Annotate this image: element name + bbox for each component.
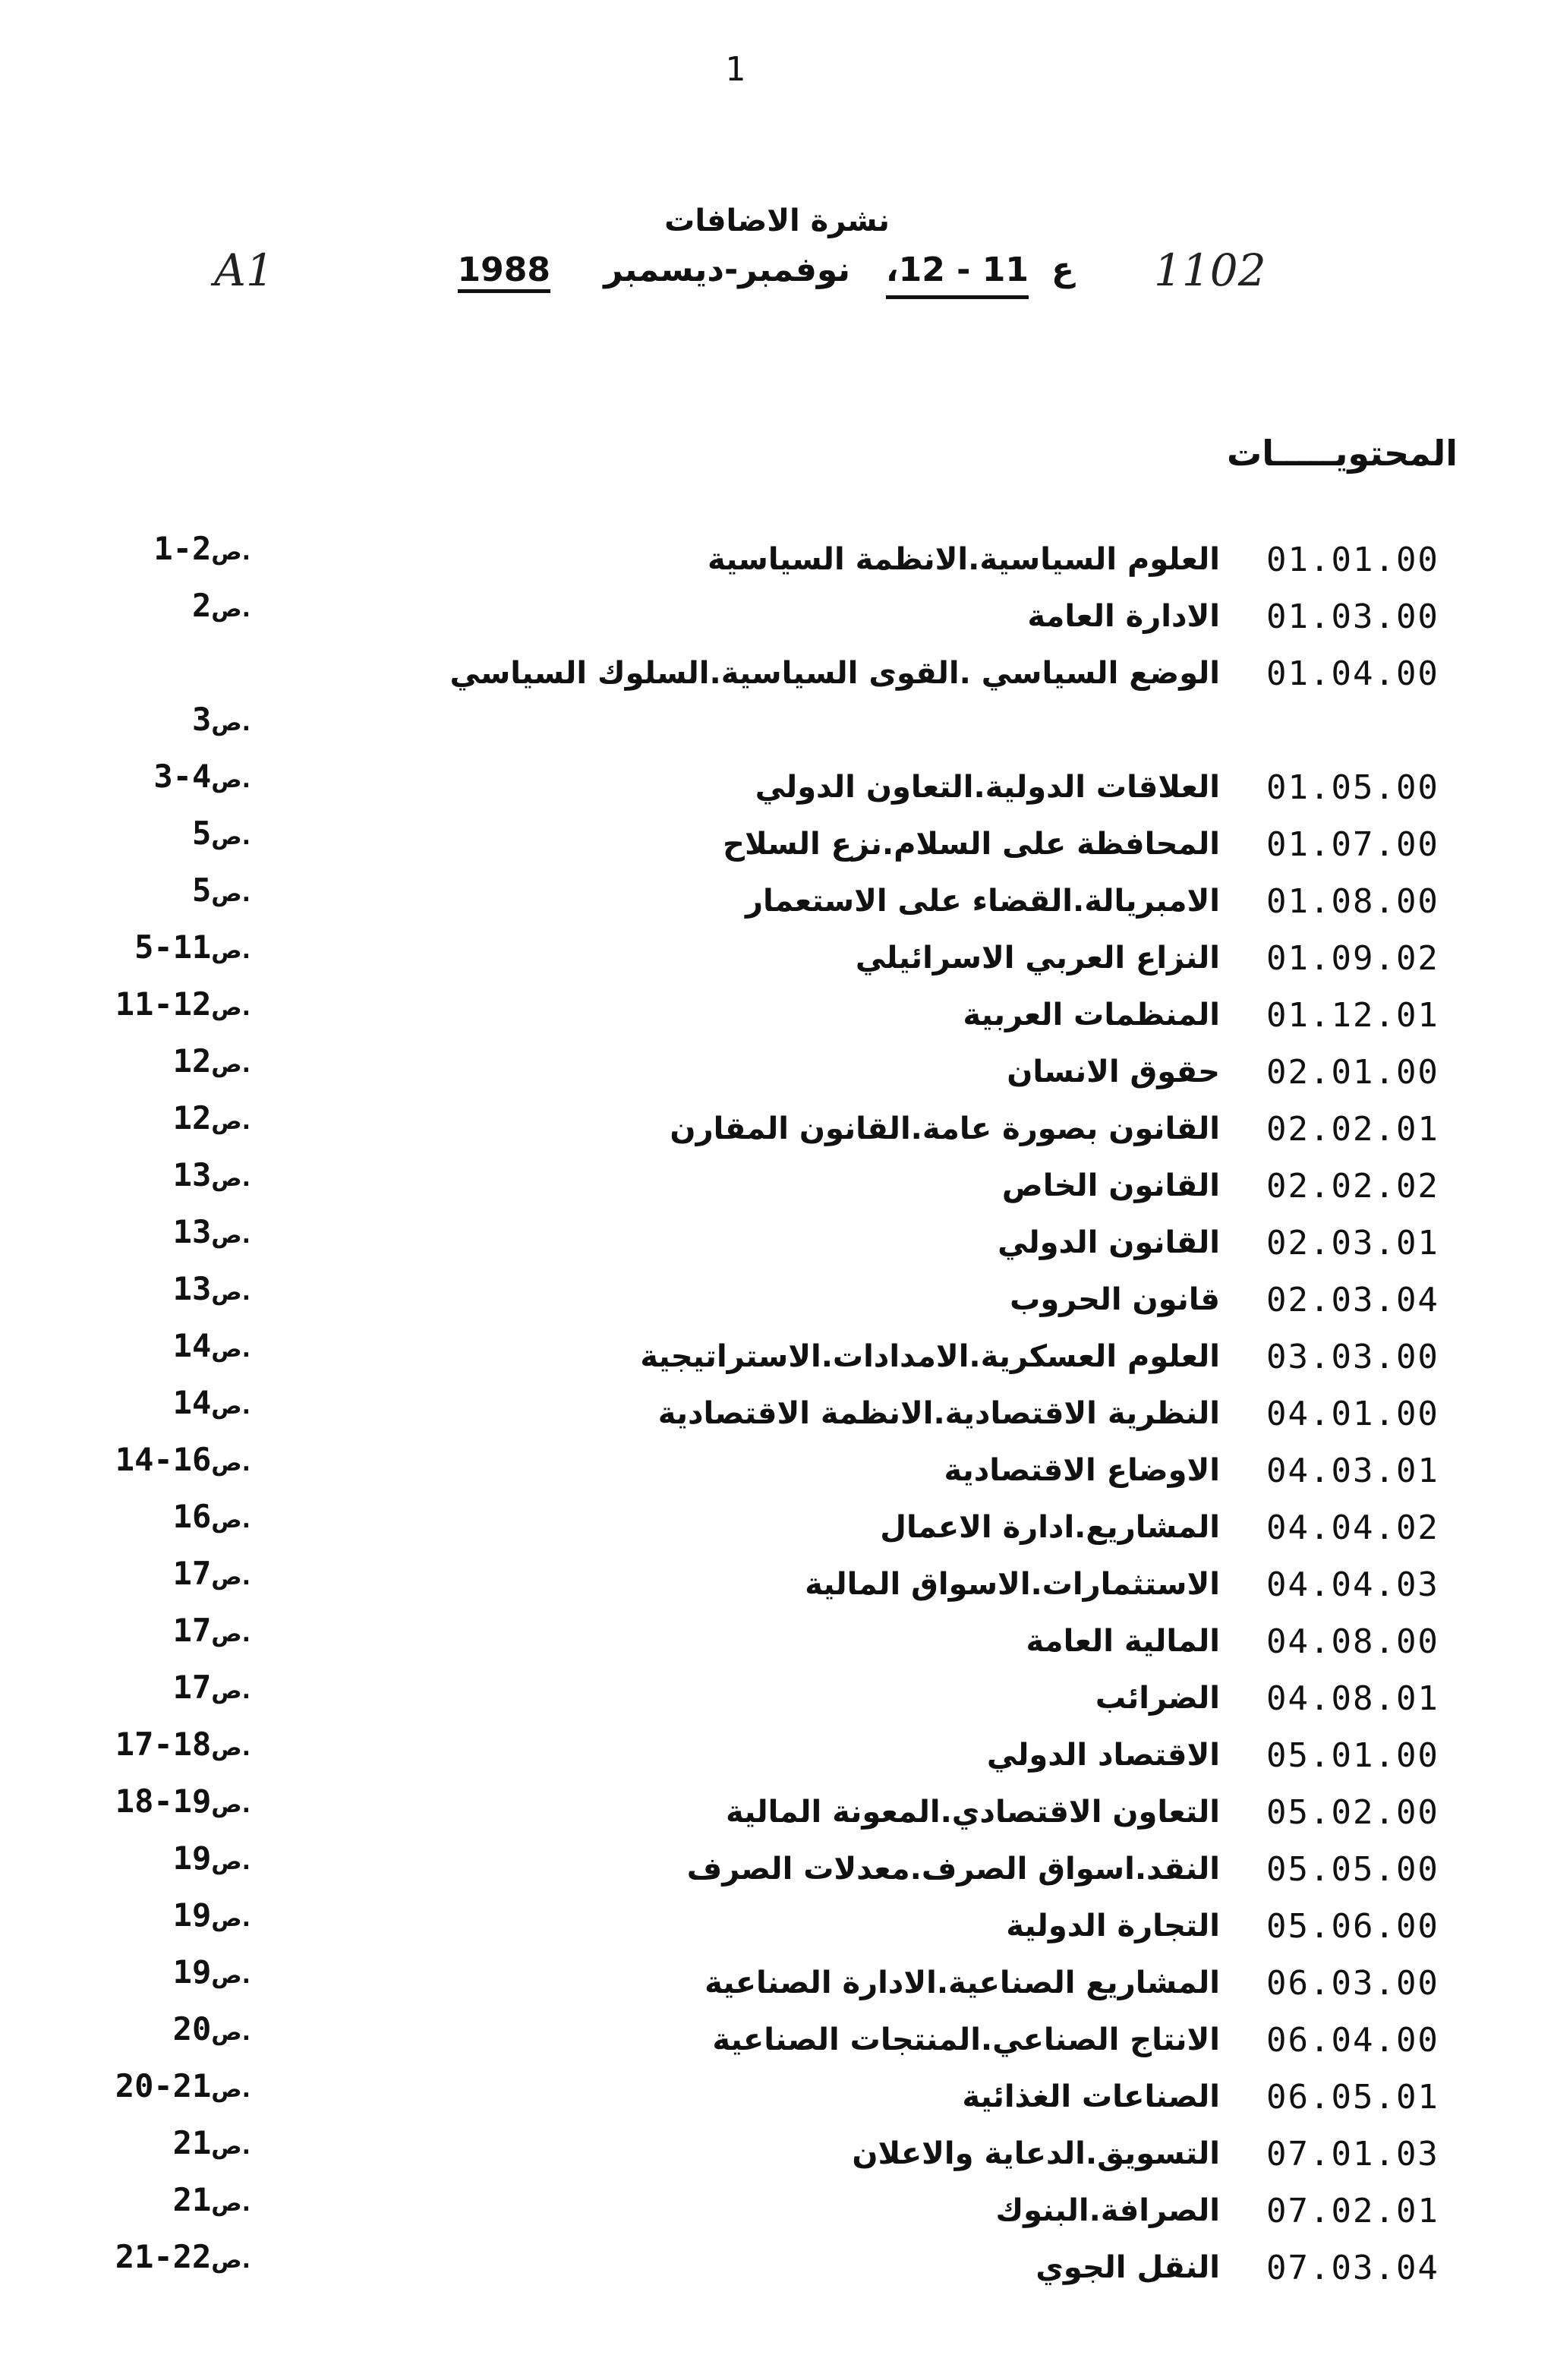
toc-entry-title: القانون بصورة عامة.القانون المقارن [670, 1111, 1220, 1146]
toc-entry-code: 02.02.02 [1266, 1167, 1439, 1206]
toc-entry-page-number: 5 [191, 815, 212, 852]
toc-entry-pages [61, 1213, 251, 1250]
toc-entry-title: الضرائب [1095, 1681, 1220, 1716]
toc-entry-title: قانون الحروب [1010, 1282, 1220, 1317]
toc-entry-page-number: 5 [191, 872, 212, 909]
toc-entry-title: النزاع العربي الاسرائيلي [855, 941, 1220, 976]
toc-entry-code: 05.02.00 [1266, 1793, 1439, 1832]
toc-entry-pages [61, 928, 251, 966]
toc-entry-page-number: 17 [172, 1669, 212, 1706]
toc-entry-page-number: 17-18 [115, 1726, 212, 1763]
toc-entry-page-number: 20 [172, 2010, 212, 2047]
toc-entry-page-number: 5-11 [134, 928, 212, 966]
toc-entry-code: 01.12.01 [1266, 996, 1439, 1035]
toc-entry-page-number: 11-12 [115, 985, 212, 1023]
toc-entry-code: 02.03.04 [1266, 1281, 1439, 1319]
toc-entry-page-number: 14-16 [115, 1441, 212, 1478]
toc-entry-title: الصرافة.البنوك [995, 2193, 1220, 2228]
toc-entry-page-number: 13 [172, 1270, 212, 1307]
page-prefix: ص. [211, 1222, 251, 1249]
toc-entry-title: حقوق الانسان [1007, 1054, 1220, 1089]
toc-entry-title: العلوم العسكرية.الامدادات.الاستراتيجية [640, 1339, 1220, 1374]
toc-entry-pages [61, 1327, 251, 1364]
toc-entry-code: 07.03.04 [1266, 2249, 1439, 2287]
toc-entry-code: 02.01.00 [1266, 1053, 1439, 1092]
toc-entry-code: 01.07.00 [1266, 825, 1439, 864]
toc-entry-code: 01.05.00 [1266, 768, 1439, 807]
toc-entry-pages [61, 530, 251, 567]
page-prefix: ص. [211, 596, 251, 623]
toc-entry-pages [61, 758, 251, 795]
issue-period: نوفمبر-ديسمبر [604, 251, 850, 289]
toc-entry-title: التسويق.الدعاية والاعلان [852, 2136, 1220, 2171]
toc-entry-pages [61, 587, 251, 624]
toc-entry-title: التجارة الدولية [1006, 1909, 1220, 1943]
page-prefix: ص. [211, 539, 251, 566]
toc-entry-page-number: 18-19 [115, 1783, 212, 1820]
toc-entry-title: المشاريع.ادارة الاعمال [880, 1510, 1220, 1545]
toc-entry-title: الاقتصاد الدولي [986, 1738, 1220, 1773]
toc-entry-pages [61, 1156, 251, 1193]
toc-entry-page-number: 13 [172, 1156, 212, 1193]
toc-entry-page-number: 21 [172, 2181, 212, 2218]
page-prefix: ص. [211, 710, 251, 736]
toc-entry [0, 2238, 1554, 2306]
page-prefix: ص. [211, 1051, 251, 1078]
toc-entry-pages [61, 2124, 251, 2161]
toc-entry-page-number: 16 [172, 1498, 212, 1535]
toc-entry-title: الاستثمارات.الاسواق المالية [805, 1567, 1220, 1602]
toc-entry-pages [61, 1953, 251, 1991]
toc-entry-pages [61, 1042, 251, 1080]
page-prefix: ص. [211, 1165, 251, 1192]
toc-entry-pages [61, 701, 251, 738]
toc-entry-code: 01.08.00 [1266, 882, 1439, 921]
issue-numbers: 11 - 12، [886, 251, 1029, 299]
toc-entry-title: النظرية الاقتصادية.الانظمة الاقتصادية [657, 1396, 1220, 1431]
issue-label: ع [1051, 251, 1074, 289]
issue-year: 1988 [458, 251, 550, 293]
toc-entry-code: 07.02.01 [1266, 2192, 1439, 2230]
toc-entry-title: الامبريالة.القضاء على الاستعمار [745, 884, 1220, 919]
toc-entry-code: 04.08.00 [1266, 1622, 1439, 1661]
bulletin-title: نشرة الاضافات [664, 203, 890, 238]
toc-entry-title: الاوضاع الاقتصادية [944, 1453, 1220, 1488]
toc-entry-pages [61, 1669, 251, 1706]
toc-entry-pages [61, 815, 251, 852]
toc-entry-code: 06.04.00 [1266, 2021, 1439, 2060]
toc-entry-title: العلوم السياسية.الانظمة السياسية [707, 542, 1220, 577]
toc-entry-pages [61, 1839, 251, 1877]
toc-entry-pages [61, 1270, 251, 1307]
handwritten-note-left: A1 [214, 244, 274, 296]
toc-entry-pages [61, 2067, 251, 2104]
page-prefix: ص. [211, 938, 251, 964]
toc-entry-page-number: 3-4 [153, 758, 212, 795]
toc-entry-code: 04.04.02 [1266, 1508, 1439, 1547]
toc-entry-page-number: 17 [172, 1555, 212, 1592]
toc-entry-code: 07.01.03 [1266, 2135, 1439, 2174]
handwritten-note-right: 1102 [1154, 244, 1266, 296]
page-prefix: ص. [211, 1393, 251, 1420]
toc-entry-code: 04.08.01 [1266, 1679, 1439, 1718]
toc-entry-pages [61, 1612, 251, 1649]
toc-entry-code: 01.09.02 [1266, 939, 1439, 978]
toc-entry-page-number: 1-2 [153, 530, 212, 567]
toc-entry-code: 06.03.00 [1266, 1964, 1439, 2003]
toc-entry-pages [61, 1498, 251, 1535]
toc-entry-pages [61, 2181, 251, 2218]
toc-entry-page-number: 21-22 [115, 2238, 212, 2275]
page-prefix: ص. [211, 1279, 251, 1306]
toc-entry-code: 04.04.03 [1266, 1565, 1439, 1604]
toc-entry-title: النقل الجوي [1035, 2250, 1220, 2285]
table-of-contents [0, 530, 1554, 2306]
toc-entry-page-number: 14 [172, 1384, 212, 1421]
toc-entry-pages [61, 1555, 251, 1592]
toc-entry-title: المشاريع الصناعية.الادارة الصناعية [705, 1965, 1220, 2000]
page-prefix: ص. [211, 1678, 251, 1704]
toc-entry-code: 04.03.01 [1266, 1452, 1439, 1490]
page-prefix: ص. [211, 2190, 251, 2217]
page-prefix: ص. [211, 824, 251, 850]
toc-entry-code: 06.05.01 [1266, 2078, 1439, 2117]
toc-entry-page-number: 2 [191, 587, 212, 624]
toc-entry-page-number: 19 [172, 1839, 212, 1877]
toc-heading: المحتويـــــات [1226, 433, 1458, 474]
toc-entry-pages [61, 1783, 251, 1820]
toc-entry-pages [61, 1441, 251, 1478]
page-prefix: ص. [211, 1450, 251, 1477]
toc-entry-pages [61, 2010, 251, 2047]
toc-entry-title: القانون الخاص [1001, 1168, 1220, 1203]
toc-entry-title: المحافظة على السلام.نزع السلاح [723, 827, 1220, 862]
toc-entry-pages [61, 985, 251, 1023]
toc-entry-pages [61, 1099, 251, 1136]
page-prefix: ص. [211, 767, 251, 793]
toc-entry-title: العلاقات الدولية.التعاون الدولي [755, 770, 1220, 805]
page-prefix: ص. [211, 881, 251, 907]
page-prefix: ص. [211, 1849, 251, 1875]
toc-entry-pages [61, 1726, 251, 1763]
toc-entry-code: 01.01.00 [1266, 541, 1439, 579]
toc-entry-page-number: 19 [172, 1896, 212, 1934]
toc-entry-code: 01.04.00 [1266, 654, 1439, 693]
toc-entry-code: 01.03.00 [1266, 597, 1439, 636]
toc-entry-page-number: 19 [172, 1953, 212, 1991]
page-prefix: ص. [211, 2247, 251, 2274]
page-prefix: ص. [211, 1336, 251, 1363]
toc-entry-pages [61, 872, 251, 909]
page-prefix: ص. [211, 1108, 251, 1135]
toc-entry [0, 654, 1554, 768]
toc-entry-pages [61, 2238, 251, 2275]
toc-entry-title: التعاون الاقتصادي.المعونة المالية [726, 1795, 1220, 1830]
toc-entry-title: المالية العامة [1026, 1624, 1220, 1659]
toc-entry-code: 02.02.01 [1266, 1110, 1439, 1149]
toc-entry-title: الانتاج الصناعي.المنتجات الصناعية [712, 2022, 1220, 2057]
toc-entry-title: النقد.اسواق الصرف.معدلات الصرف [686, 1852, 1220, 1887]
toc-entry-page-number: 12 [172, 1099, 212, 1136]
issue-line [406, 251, 1074, 319]
page-prefix: ص. [211, 1906, 251, 1932]
page-prefix: ص. [211, 1735, 251, 1761]
toc-entry-pages [61, 1384, 251, 1421]
page-prefix: ص. [211, 1621, 251, 1647]
page-prefix: ص. [211, 1507, 251, 1534]
toc-entry-code: 04.01.00 [1266, 1395, 1439, 1433]
page-prefix: ص. [211, 2076, 251, 2103]
toc-entry-code: 05.01.00 [1266, 1736, 1439, 1775]
toc-entry-pages [61, 1896, 251, 1934]
toc-entry-title: الوضع السياسي .القوى السياسية.السلوك السياسي [449, 656, 1220, 691]
page-prefix: ص. [211, 2019, 251, 2046]
page-prefix: ص. [211, 1792, 251, 1818]
toc-entry-code: 02.03.01 [1266, 1224, 1439, 1263]
toc-entry-title: المنظمات العربية [963, 998, 1220, 1032]
page-prefix: ص. [211, 1564, 251, 1590]
toc-entry-page-number: 17 [172, 1612, 212, 1649]
page-prefix: ص. [211, 995, 251, 1021]
toc-entry-page-number: 3 [191, 701, 212, 738]
toc-entry-page-number: 13 [172, 1213, 212, 1250]
toc-entry-title: الادارة العامة [1027, 599, 1220, 634]
page-prefix: ص. [211, 2133, 251, 2160]
toc-entry-code: 05.05.00 [1266, 1850, 1439, 1889]
page-number: 1 [725, 50, 745, 89]
toc-entry-page-number: 21 [172, 2124, 212, 2161]
toc-entry-title: القانون الدولي [998, 1225, 1220, 1260]
toc-entry-page-number: 12 [172, 1042, 212, 1080]
toc-entry-title: الصناعات الغذائية [962, 2079, 1220, 2114]
toc-entry-page-number: 14 [172, 1327, 212, 1364]
toc-entry-page-number: 20-21 [115, 2067, 212, 2104]
page-prefix: ص. [211, 1962, 251, 1989]
toc-entry-code: 05.06.00 [1266, 1907, 1439, 1946]
toc-entry-code: 03.03.00 [1266, 1338, 1439, 1376]
